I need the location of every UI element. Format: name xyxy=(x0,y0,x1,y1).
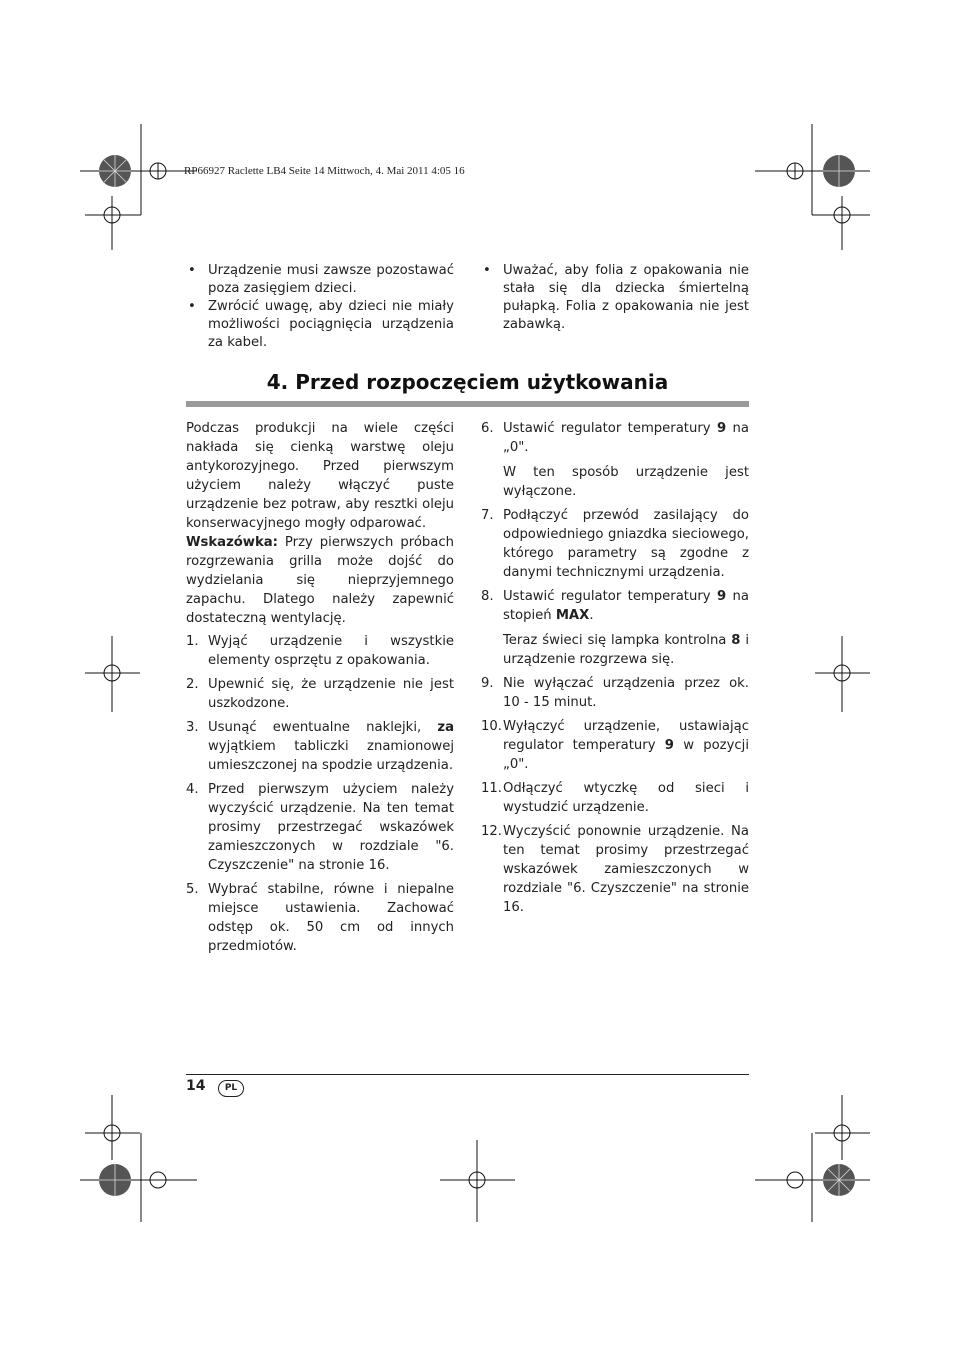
step-text: Nie wyłączać urządzenia przez ok. 10 - 15 minut. xyxy=(503,676,749,710)
step-text: na stopień xyxy=(503,589,749,623)
step-item xyxy=(186,780,454,875)
step-bold: za xyxy=(437,720,454,735)
bullet-item: • Uważać, aby folia z opakowania nie stała się dla dziecka śmiertelną pułapką. Folia z opakowania nie jest zabawką. xyxy=(481,262,749,334)
step-text: Ustawić regulator temperatury xyxy=(503,421,717,436)
step-text: na „0". xyxy=(503,421,749,455)
step-number: 2. xyxy=(186,677,199,692)
step-bold: 8 xyxy=(731,633,741,648)
step-number: 9. xyxy=(481,676,494,691)
page-number: 14 xyxy=(186,1078,206,1094)
step-text: . xyxy=(589,608,594,623)
step-bold: 9 xyxy=(664,738,674,753)
step-number: 5. xyxy=(186,882,199,897)
left-column xyxy=(186,419,454,956)
step-subtext-a: Teraz świeci się lampka kontrolna xyxy=(503,633,732,648)
step-text: Upewnić się, że urządzenie nie jest uszkodzone. xyxy=(208,677,454,711)
intro-paragraph: Podczas produkcji na wiele części nakłada się cienką warstwę oleju antykorozyjnego. Przed pierwszym użyciem należy włączyć puste urządzenie bez potraw, aby resztki oleju konserwacyjnego mogły odparować. xyxy=(186,421,454,531)
section-rule xyxy=(186,401,749,407)
step-subtext: W ten sposób urządzenie jest wyłączone. xyxy=(503,465,749,499)
language-badge: PL xyxy=(218,1080,244,1097)
step-item xyxy=(186,632,454,670)
step-text: Wyczyścić ponownie urządzenie. Na ten temat prosimy przestrzegać wskazówek zamieszczonych w rozdziale "6. Czyszczenie" na stronie 16. xyxy=(503,824,749,915)
step-text: Usunąć ewentualne naklejki, xyxy=(208,720,438,735)
step-text: Ustawić regulator temperatury xyxy=(503,589,717,604)
top-bullets-left xyxy=(186,262,454,352)
step-item xyxy=(481,587,749,669)
step-number: 12. xyxy=(481,824,502,839)
step-item xyxy=(481,779,749,817)
step-text: Odłączyć wtyczkę od sieci i wystudzić urządzenie. xyxy=(503,781,749,815)
step-text: Podłączyć przewód zasilający do odpowiedniego gniazdka sieciowego, którego parametry są zgodne z danymi technicznymi urządzenia. xyxy=(503,508,749,580)
step-text: Wyłączyć urządzenie, ustawiając regulator temperatury xyxy=(503,719,749,753)
step-text: Wyjąć urządzenie i wszystkie elementy osprzętu z opakowania. xyxy=(208,634,454,668)
step-subtext xyxy=(503,631,749,669)
step-item xyxy=(481,419,749,501)
step-number: 6. xyxy=(481,421,494,436)
step-number: 7. xyxy=(481,508,494,523)
step-number: 1. xyxy=(186,634,199,649)
step-subtext-b: i urządzenie rozgrzewa się. xyxy=(503,633,749,667)
step-number: 4. xyxy=(186,782,199,797)
note-text: Przy pierwszych próbach rozgrzewania grilla może dojść do wydzielania się nieprzyjemnego zapachu. Dlatego należy zapewnić dostateczną wentylację. xyxy=(186,535,454,626)
step-bold: 9 xyxy=(716,421,727,436)
section-title: 4. Przed rozpoczęciem użytkowania xyxy=(266,370,669,394)
step-item xyxy=(481,674,749,712)
step-number: 3. xyxy=(186,720,199,735)
step-text: Wybrać stabilne, równe i niepalne miejsce ustawienia. Zachować odstęp ok. 50 cm od innych przedmiotów. xyxy=(208,882,454,954)
footer-rule xyxy=(186,1074,749,1075)
step-item xyxy=(186,880,454,956)
top-bullets-right xyxy=(481,262,749,334)
step-number: 8. xyxy=(481,589,494,604)
step-text: wyjątkiem tabliczki znamionowej umieszczonej na spodzie urządzenia. xyxy=(208,739,454,773)
print-header: RP66927 Raclette LB4 Seite 14 Mittwoch, 4. Mai 2011 4:05 16 xyxy=(184,165,465,177)
step-bold: 9 xyxy=(716,589,727,604)
right-column xyxy=(481,419,749,917)
step-text: Przed pierwszym użyciem należy wyczyścić urządzenie. Na ten temat prosimy przestrzegać wskazówek zamieszczonych w rozdziale "6. Czyszczenie" na stronie 16. xyxy=(208,782,454,873)
step-bold: MAX xyxy=(555,608,590,623)
step-text: w pozycji „0". xyxy=(503,738,749,772)
bullet-item: • Zwrócić uwagę, aby dzieci nie miały możliwości pociągnięcia urządzenia za kabel. xyxy=(186,298,454,352)
step-item xyxy=(481,506,749,582)
step-item xyxy=(481,717,749,774)
step-item xyxy=(481,822,749,917)
bullet-item: • Urządzenie musi zawsze pozostawać poza zasięgiem dzieci. xyxy=(186,262,454,298)
step-number: 11. xyxy=(481,781,502,796)
step-number: 10. xyxy=(481,719,502,734)
step-item xyxy=(186,675,454,713)
step-item xyxy=(186,718,454,775)
note-label: Wskazówka: xyxy=(186,535,278,550)
note-paragraph xyxy=(186,533,454,628)
